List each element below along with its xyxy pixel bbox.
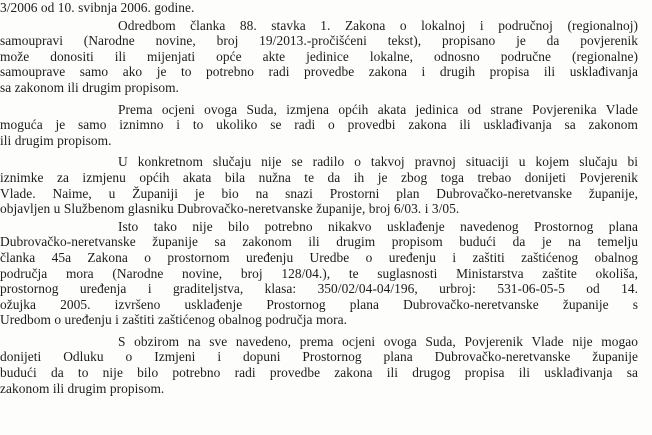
paragraph-line: Prema ocjeni ovoga Suda, izmjena općih akata jedinica od strane Povjerenika Vlade	[118, 101, 638, 117]
paragraph-line: S obzirom na sve navedeno, prema ocjeni ovoga Suda, Povjerenik Vlade nije mogao	[118, 333, 638, 349]
paragraph-line: Uredbom o uređenju i zaštiti zaštićenog obalnog područja mora.	[0, 312, 348, 328]
paragraph-2	[0, 101, 638, 149]
paragraph-3	[0, 154, 638, 217]
paragraph-line: ožujka 2005. izvršeno usklađenje Prostornog plana Dubrovačko-neretvanske županije s	[0, 296, 638, 312]
paragraph-line: donijeti Odluku o Izmjeni i dopuni Prostornog plana Dubrovačko-neretvanske županije	[0, 349, 638, 365]
paragraph-4	[0, 218, 638, 328]
paragraph-line: iznimke za izmjenu općih akata bila nužna te da ih je zbog toga trebao donijeti Povjerenik	[0, 169, 638, 185]
paragraph-5	[0, 333, 638, 396]
paragraph-line: samoupravi (Narodne novine, broj 19/2013.-pročišćeni tekst), propisano je da povjerenik	[0, 33, 638, 49]
paragraph-line: samouprave samo ako je to potrebno radi provedbe zakona i drugih propisa ili usklađivanja	[0, 64, 638, 80]
paragraph-line: ili drugim propisom.	[0, 132, 112, 148]
paragraph-line: članka 45a Zakona o prostornom uređenju Uredbe o uređenju i zaštiti zaštićenog obalnog	[0, 249, 638, 265]
paragraph-line: Vlade. Naime, u Županiji je bio na snazi Prostorni plan Dubrovačko-neretvanske županije,	[0, 185, 638, 201]
paragraph-line: U konkretnom slučaju nije se radilo o takvoj pravnoj situaciji u kojem slučaju bi	[118, 154, 638, 170]
paragraph-1	[0, 17, 638, 96]
top-fragment-line: 3/2006 od 10. svibnja 2006. godine.	[0, 0, 195, 15]
paragraph-line: prostornog uređenja i graditeljstva, klasa: 350/02/04-04/196, urbroj: 531-06-05-5 od 14.	[0, 281, 638, 297]
paragraph-line: zakonom ili drugim propisom.	[0, 380, 165, 396]
paragraph-line: područja mora (Narodne novine, broj 128/04.), te suglasnosti Ministarstva zaštite okoliša,	[0, 265, 638, 281]
paragraph-line: objavljen u Službenom glasniku Dubrovačko-neretvanske županije, broj 6/03. i 3/05.	[0, 201, 460, 217]
paragraph-line: sa zakonom ili drugim propisom.	[0, 79, 179, 95]
paragraph-line: Odredbom članka 88. stavka 1. Zakona o lokalnoj i područnoj (regionalnoj)	[118, 17, 638, 33]
paragraph-line: Isto tako nije bilo potrebno nikakvo usklađenje navedenog Prostornog plana	[118, 218, 638, 234]
paragraph-line: budući da to nije bilo potrebno radi provedbe zakona ili drugog propisa ili usklađivanja sa	[0, 365, 638, 381]
paragraph-line: može donositi ili mijenjati opće akte jedinice lokalne, odnosno područne (regionalne)	[0, 48, 638, 64]
paragraph-line: Dubrovačko-neretvanske županije sa zakonom ili drugim propisom budući da je na temelju	[0, 234, 638, 250]
paragraph-line: moguća je samo iznimno i to ukoliko se radi o provedbi zakona ili usklađivanja sa zakonom	[0, 117, 638, 133]
